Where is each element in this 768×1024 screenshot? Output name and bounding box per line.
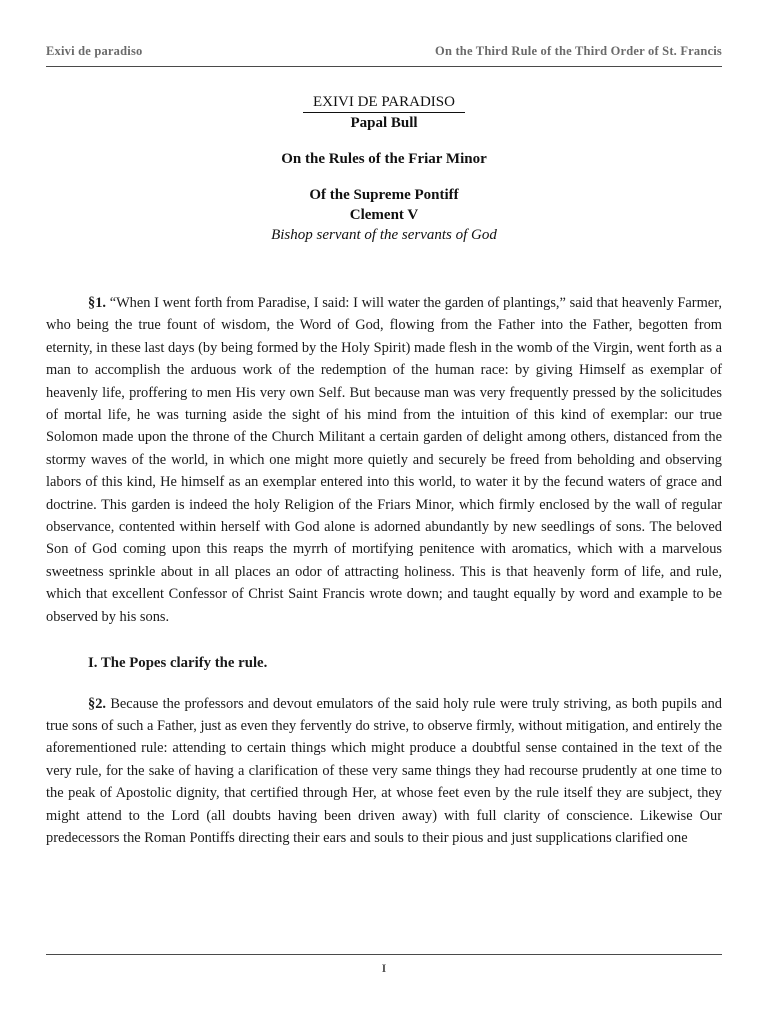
paragraph-1 <box>46 292 722 628</box>
section-heading: I. The Popes clarify the rule. <box>88 655 268 672</box>
running-footer <box>46 954 722 976</box>
running-header <box>46 44 722 67</box>
title-block <box>46 92 722 245</box>
paragraph-text: Because the professors and devout emulators of the said holy rule were truly striving, as both pupils and true sons of such a Father, just as even they fervently do strive, to observe firmly, without mitigation, and entirely the aforementioned rule: attending to certain things which might produce a doubtful sense contained in the text of the very rule, for the sake of having a clarification of these very same things they had recourse prudently at one time to the peak of Apostolic dignity, that certified through Her, at whose feet even by the rule itself they are subject, they might attend to the Lord (all doubts having been driven away) with full clarity of conscience. Likewise Our predecessors the Roman Pontiffs directing their ears and souls to their pious and just supplications clarified one <box>46 695 722 846</box>
servant-line: Bishop servant of the servants of God <box>271 227 497 243</box>
pope-name: Clement V <box>349 207 419 223</box>
header-right-title: On the Third Rule of the Third Order of St. Francis <box>435 44 722 58</box>
pontiff-line: Of the Supreme Pontiff <box>309 187 459 203</box>
document-topic: On the Rules of the Friar Minor <box>281 151 487 167</box>
paragraph-text: “When I went forth from Paradise, I said: I will water the garden of plantings,” said that heavenly Farmer, who being the true fount of wisdom, the Word of God, flowing from the Father into the Father, begotten from eternity, in these last days (by being formed by the Holy Spirit) made flesh in the womb of the Virgin, went forth as a man to accomplish the arduous work of the redemption of the human race: by giving Himself as exemplar of heavenly life, proffering to men His very own Self. But because man was very frequently pressed by the solicitudes of mortal life, he was turning aside the sight of his mind from the intuition of this kind of exemplar: our true Solomon made upon the throne of the Church Militant a certain garden of delight among others, distanced from the stormy waves of the world, in which one might more quietly and securely be freed from beholding and observing labors of this kind, He himself as an exemplar entered into this world, to water it by the fecund waters of grace and doctrine. This garden is indeed the holy Religion of the Friars Minor, which firmly enclosed by the wall of regular observance, contented within herself with God alone is adorned abundantly by new seedlings of sons. The beloved Son of God coming upon this reaps the myrrh of mortifying penitence with aromatics, which with a marvelous sweetness sprinkle about in all places an odor of attracting holiness. This is that heavenly form of life, and rule, which that excellent Confessor of Christ Saint Francis wrote down; and taught equally by word and example to be observed by his sons. <box>46 295 722 625</box>
paragraph-2 <box>46 693 722 850</box>
document-subtitle: Papal Bull <box>350 115 418 131</box>
paragraph-number: §1. <box>88 295 106 311</box>
document-title: EXIVI DE PARADISO <box>303 93 465 113</box>
paragraph-number: §2. <box>88 695 106 712</box>
body-text <box>46 292 722 849</box>
header-left-title: Exivi de paradiso <box>46 44 143 58</box>
page-number: I <box>381 961 387 975</box>
